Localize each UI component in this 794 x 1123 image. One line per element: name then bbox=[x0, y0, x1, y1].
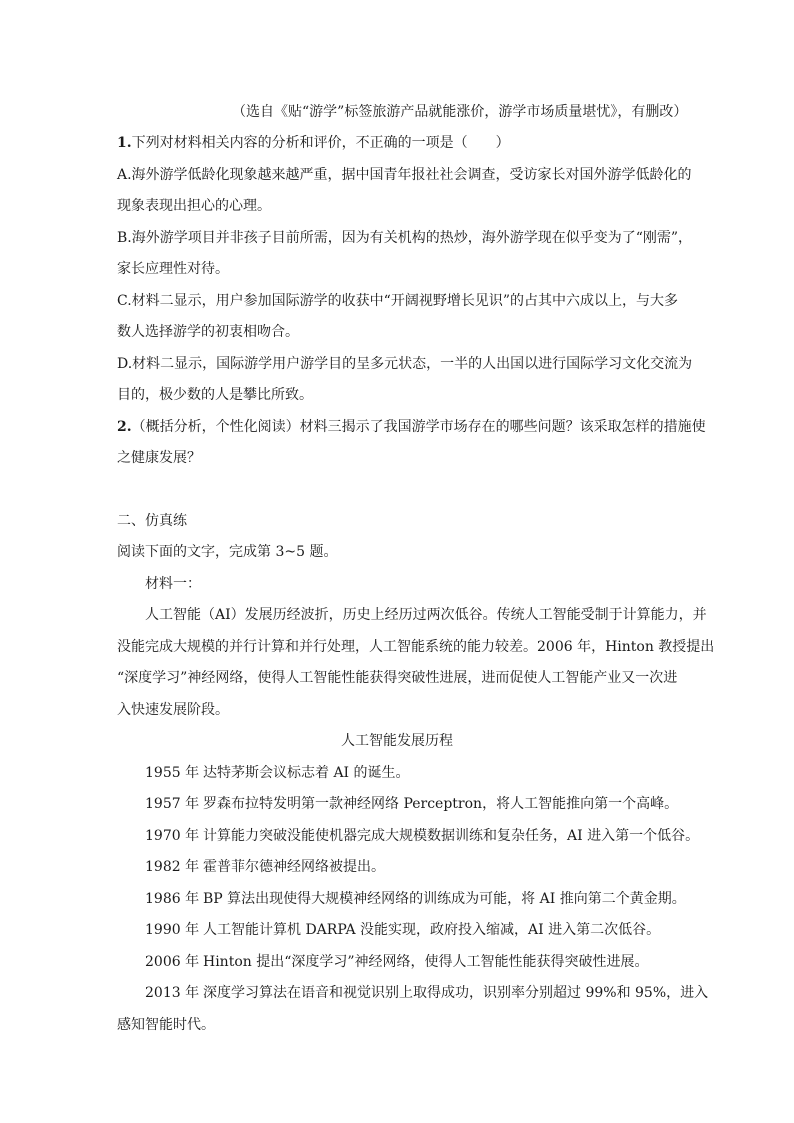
question-1 bbox=[117, 133, 510, 153]
timeline-year: 1955 年 bbox=[145, 765, 200, 781]
timeline-event: 人工智能计算机 DARPA 没能实现，政府投入缩减，AI 进入第二次低谷。 bbox=[203, 922, 661, 938]
timeline-event: 计算能力突破没能使机器完成大规模数据训练和复杂任务，AI 进入第一个低谷。 bbox=[203, 828, 700, 844]
timeline-title: 人工智能发展历程 bbox=[341, 733, 453, 749]
timeline-event: 霍普菲尔德神经网络被提出。 bbox=[203, 859, 385, 875]
timeline-row bbox=[145, 794, 678, 814]
question-number: 1. bbox=[117, 135, 132, 151]
timeline-row bbox=[145, 952, 649, 972]
option-c-line1: C.材料二显示，用户参加国际游学的收获中“开阔视野增长见识”的占其中六成以上，与大多 bbox=[117, 293, 678, 309]
timeline-event: 罗森布拉特发明第一款神经网络 Perceptron，将人工智能推向第一个高峰。 bbox=[203, 796, 679, 812]
material-label: 材料一： bbox=[145, 576, 201, 592]
timeline-year: 2013 年 bbox=[145, 985, 200, 1001]
option-b-line1: B.海外游学项目并非孩子目前所需，因为有关机构的热炒，海外游学现在似乎变为了“刚需”， bbox=[117, 230, 693, 246]
timeline-year: 1990 年 bbox=[145, 922, 200, 938]
timeline-year: 1982 年 bbox=[145, 859, 200, 875]
question-2 bbox=[117, 417, 706, 437]
timeline-year: 1957 年 bbox=[145, 796, 200, 812]
timeline-row bbox=[145, 920, 660, 940]
question-number: 2. bbox=[117, 419, 132, 435]
question-stem: 下列对材料相关内容的分析和评价，不正确的一项是（ ） bbox=[131, 135, 510, 151]
timeline-row bbox=[145, 857, 385, 877]
paragraph-line: “深度学习”神经网络，使得人工智能性能获得突破性进展，进而促使人工智能产业又一次进 bbox=[117, 670, 678, 686]
option-d-line2: 目的，极少数的人是攀比所致。 bbox=[117, 387, 313, 403]
option-d-line1: D.材料二显示，国际游学用户游学目的呈多元状态，一半的人出国以进行国际学习文化交流为 bbox=[117, 356, 693, 372]
option-c-line2: 数人选择游学的初衷相吻合。 bbox=[117, 324, 299, 340]
timeline-year: 1970 年 bbox=[145, 828, 200, 844]
timeline-event: Hinton 提出“深度学习”神经网络，使得人工智能性能获得突破性进展。 bbox=[203, 954, 649, 970]
paragraph-line: 人工智能（AI）发展历经波折，历史上经历过两次低谷。传统人工智能受制于计算能力，并 bbox=[145, 607, 707, 623]
timeline-year: 2006 年 bbox=[145, 954, 200, 970]
question-2-line2: 之健康发展？ bbox=[117, 450, 201, 466]
timeline-row bbox=[145, 889, 686, 909]
timeline-tail: 感知智能时代。 bbox=[117, 1017, 215, 1033]
option-a-line2: 现象表现出担心的心理。 bbox=[117, 198, 271, 214]
option-b-line2: 家长应理性对待。 bbox=[117, 261, 229, 277]
paragraph-line: 没能完成大规模的并行计算和并行处理，人工智能系统的能力较差。2006 年，Hinton 教授提出 bbox=[117, 639, 715, 655]
question-2-text: （概括分析，个性化阅读）材料三揭示了我国游学市场存在的哪些问题？该采取怎样的措施使 bbox=[131, 419, 706, 435]
section-instruction: 阅读下面的文字，完成第 3~5 题。 bbox=[117, 544, 338, 560]
timeline-event: 深度学习算法在语音和视觉识别上取得成功，识别率分别超过 99%和 95%，进入 bbox=[203, 985, 709, 1001]
timeline-event: BP 算法出现使得大规模神经网络的训练成为可能，将 AI 推向第二个黄金期。 bbox=[203, 891, 686, 907]
timeline-event: 达特茅斯会议标志着 AI 的诞生。 bbox=[203, 765, 410, 781]
timeline-row bbox=[145, 763, 410, 783]
timeline-row bbox=[145, 983, 708, 1003]
source-note: （选自《贴“游学”标签旅游产品就能涨价，游学市场质量堪忧》，有删改） bbox=[232, 104, 688, 120]
paragraph-line: 入快速发展阶段。 bbox=[117, 702, 229, 718]
option-a-line1: A.海外游学低龄化现象越来越严重，据中国青年报社社会调查，受访家长对国外游学低龄化的 bbox=[117, 167, 692, 183]
timeline-year: 1986 年 bbox=[145, 891, 200, 907]
timeline-row bbox=[145, 826, 699, 846]
section-heading: 二、仿真练 bbox=[117, 513, 187, 529]
